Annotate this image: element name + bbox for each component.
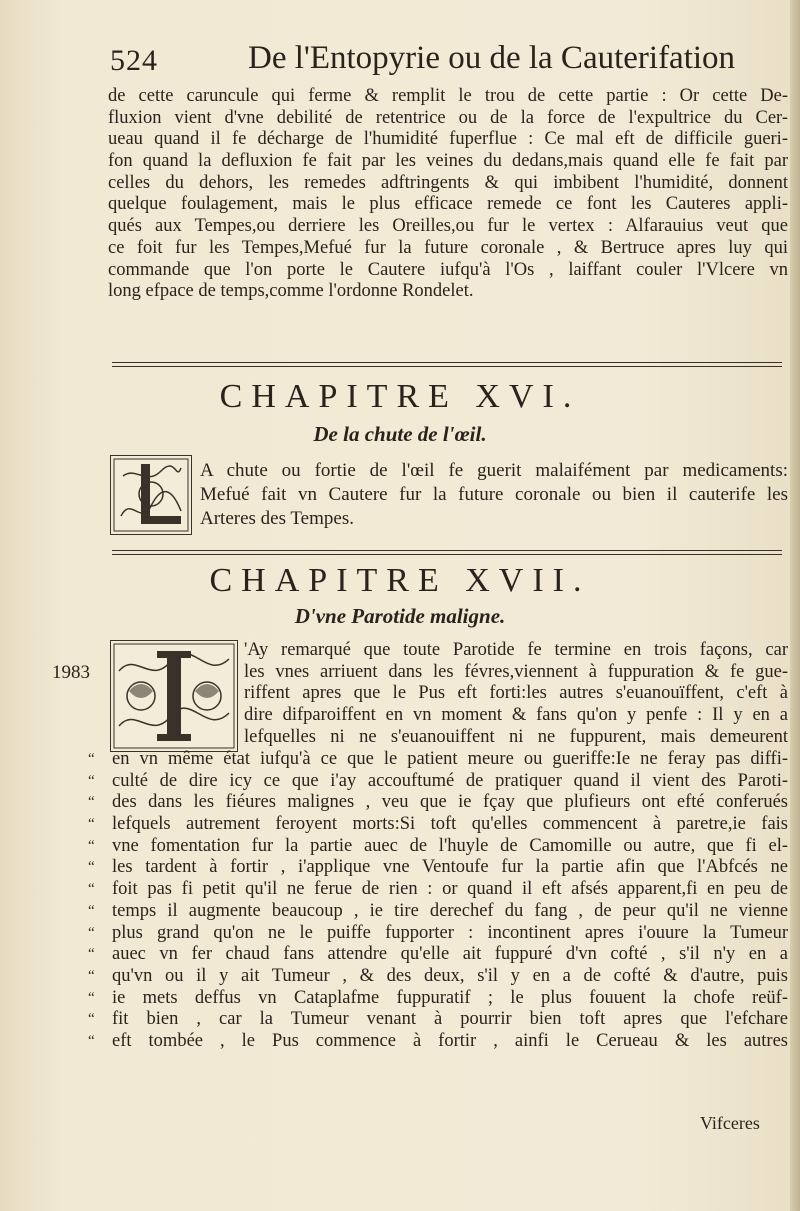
text-line: Mefué fait vn Cautere fur la future coronale ou bien il cauterife les (200, 484, 788, 505)
quote-mark: “ (88, 794, 95, 811)
text-line: fon quand la defluxion fe fait par les veines du dedans,mais quand elle fe fait par (108, 151, 788, 172)
chapter-16-subtitle: De la chute de l'œil. (313, 422, 487, 446)
quote-mark: “ (88, 902, 95, 919)
text-line: fit bien , car la Tumeur venant à pourrir bien toft apres que l'efchare (112, 1009, 788, 1030)
quote-mark: “ (88, 946, 95, 963)
ornamental-initial-i (110, 640, 238, 752)
quote-mark: “ (88, 924, 95, 941)
quote-mark: “ (88, 751, 95, 767)
quote-mark: “ (88, 1011, 95, 1028)
text-line: foit pas fi petit qu'il ne ferue de rien : or quand il eft afsés apparent,fi en peu de (112, 879, 788, 900)
margin-number: 1983 (52, 662, 90, 683)
quote-mark: “ (88, 859, 95, 876)
text-line: auec vn fer chaud fans attendre qu'elle ait fuppuré d'vn cofté , s'il n'y en a (112, 944, 788, 965)
quote-mark: “ (88, 816, 95, 833)
text-line: plus grand qu'on ne le puiffe fupporter : incontinent apres i'ouure la Tumeur (112, 922, 788, 943)
text-line: commande que l'on porte le Cautere iufqu'à l'Os , laiffant couler l'Vlcere vn (108, 259, 788, 280)
text-line: lefquels autrement feroyent morts:Si toft qu'elles commencent à paretre,ie fais (112, 814, 788, 835)
quote-mark: “ (88, 837, 95, 854)
text-line: eft tombée , le Pus commence à fortir , ainfi le Cerueau & les autres (112, 1030, 788, 1051)
text-line: ce foit fur les Tempes,Mefué fur la future coronale , & Bertruce apres luy qui (108, 237, 788, 258)
chapter-17-subtitle: D'vne Parotide maligne. (294, 604, 506, 628)
page-number: 524 (110, 44, 158, 77)
chapter-17-heading: CHAPITRE XVII. (209, 562, 591, 599)
quote-mark: “ (88, 967, 95, 984)
text-line: dire difparoiffent en vn moment & fans qu'on y penfe : Il y en a (244, 705, 788, 726)
quote-mark: “ (88, 881, 95, 898)
ornament-icon (111, 456, 191, 534)
text-line: A chute ou fortie de l'œil fe guerit malaifément par medicaments: (200, 460, 788, 481)
text-line: les tardent à fortir , i'applique vne Ventoufe fur la partie afin que l'Abfcés ne (112, 857, 788, 878)
text-line: qués aux Tempes,ou derriere les Oreilles,ou fur le vertex : Alfarauius veut que (108, 216, 788, 237)
quote-mark: “ (88, 989, 95, 1006)
text-line: long efpace de temps,comme l'ordonne Rondelet. (108, 281, 474, 302)
chapter-17-body (112, 749, 788, 1053)
intro-paragraph (108, 86, 788, 303)
text-line: des dans les fiéures malignes , veu que ie fçay que plufieurs ont efté conferués (112, 792, 788, 813)
quote-mark: “ (88, 772, 95, 789)
chapter-16-text (200, 459, 788, 531)
quote-mark: “ (88, 1032, 95, 1049)
text-line: qu'vn ou il y ait Tumeur , & des deux, s'il y en a de cofté & d'autre, puis (112, 965, 788, 986)
text-line: lefquelles ni ne s'euanouiffent ni ne fuppurent, mais demeurent (244, 726, 788, 747)
text-line: en vn même état iufqu'à ce que le patient meure ou gueriffe:Ie ne feray pas diffi- (112, 749, 788, 769)
text-line: temps il augmente beaucoup , ie tire derechef du fang , de peur qu'il ne vienne (112, 900, 788, 921)
text-line: quelque foulagement, mais le plus efficace remede ce font les Cauteres appli- (108, 194, 788, 215)
chapter-16-heading: CHAPITRE XVI. (219, 378, 581, 415)
text-line: de cette caruncule qui ferme & remplit le trou de cette partie : Or cette De- (108, 86, 788, 106)
page-header (110, 40, 790, 80)
text-line: ueau quand il fe décharge de l'humidité fuperflue : Ce mal eft de difficile gueri- (108, 129, 788, 150)
section-rule (112, 362, 782, 367)
quotation-marks-column (88, 749, 108, 1053)
running-title: De l'Entopyrie ou de la Cauterifation (248, 40, 736, 76)
text-line: Arteres des Tempes. (200, 508, 354, 529)
text-line: culté de dire icy ce que i'ay accouftumé de pratiquer quand il vient des Paroti- (112, 770, 788, 791)
text-line: celles du dehors, les remedes adftringents & qui imbibent l'humidité, donnent (108, 172, 788, 193)
chapter-17-opening (244, 640, 788, 748)
text-line: vne fomentation fur la partie auec de l'huyle de Camomille ou autre, que fi el- (112, 835, 788, 856)
text-line: 'Ay remarqué que toute Parotide fe termine en trois façons, car (244, 640, 788, 660)
catchword: Vifceres (700, 1113, 760, 1133)
text-line: riffent apres que le Pus eft forti:les autres s'euanouïffent, c'eft à (244, 683, 788, 704)
text-line: les vnes arriuent dans les févres,viennent à fuppuration & fe gue- (244, 661, 788, 682)
text-line: ie mets deffus vn Cataplafme fuppuratif ; le plus fouuent la chofe reüf- (112, 987, 788, 1008)
ornamental-initial-l (110, 455, 192, 535)
ornament-icon (111, 641, 237, 751)
section-rule (112, 550, 782, 555)
text-line: fluxion vient d'vne debilité de retentrice ou de la force de l'expultrice du Cer- (108, 107, 788, 128)
